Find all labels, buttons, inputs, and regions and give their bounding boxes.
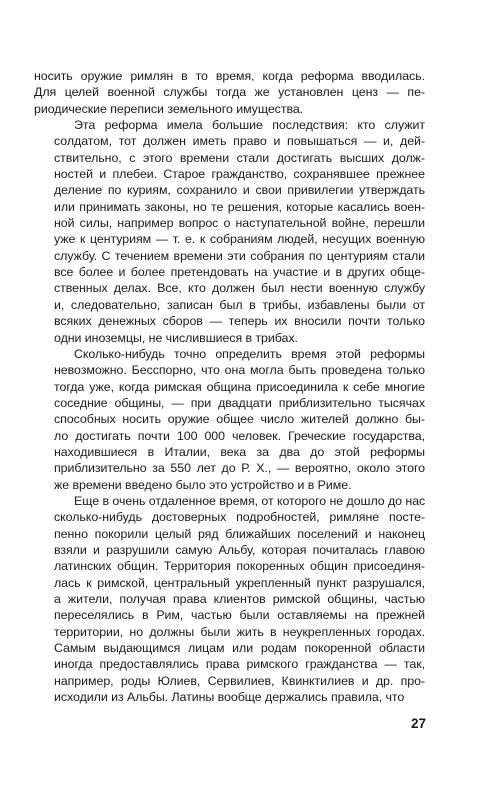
paragraph xyxy=(34,493,425,705)
text-line: способных носить оружие общее число жителей должно бы- xyxy=(54,412,425,427)
page-number: 27 xyxy=(410,716,426,731)
text-line: иногда предоставлялись права римского гражданства — так, xyxy=(54,657,425,672)
text-line: и, следовательно, записан был в трибы, избавлены были от xyxy=(54,297,425,312)
text-line: риодические переписи земельного имущества. xyxy=(34,101,304,116)
text-line: сколько-нибудь достоверных подробностей, римляне посте- xyxy=(54,510,425,525)
text-line: например, роды Юлиев, Сервилиев, Квинктилиев и др. про- xyxy=(54,673,425,688)
text-line: соседние общины, — при двадцати приблизительно тысячах xyxy=(54,395,425,410)
page-body xyxy=(34,68,425,705)
text-line: же времени введено было это устройство и в Риме. xyxy=(54,477,352,492)
text-line: латинских общин. Территория покоренных общин присоединя- xyxy=(54,559,425,574)
text-line: а жители, получая права клиентов римской общины, частью xyxy=(54,592,425,606)
paragraph xyxy=(34,346,425,493)
text-line: невозможно. Бесспорно, что она могла быть проведена только xyxy=(54,363,425,378)
text-line: уже к центуриям — т. е. к собраниям людей, несущих военную xyxy=(54,232,425,247)
text-line: Самым выдающимся лицам или родам покоренной области xyxy=(54,641,425,656)
text-line: всяких денежных сборов — теперь их вносили почти только xyxy=(54,314,425,329)
paragraph xyxy=(34,68,425,117)
text-line: ственных делах. Все, кто должен был нести военную службу xyxy=(54,281,425,296)
text-line: ностей и плебеи. Старое гражданство, сохранявшее прежнее xyxy=(54,167,425,182)
text-line: солдатом, тот должен иметь право и повышаться — и, дей- xyxy=(54,134,425,149)
text-line: или принимать законы, но те решения, которые касались воен- xyxy=(54,199,425,214)
text-line: Сколько-нибудь точно определить время этой реформы xyxy=(74,346,425,361)
text-line: все более и более претендовать на участие и в других обще- xyxy=(54,265,425,280)
text-line: ствительно, с этого времени стали достигать высших долж- xyxy=(54,150,425,165)
text-line: Для целей военной службы тогда же установлен ценз — пе- xyxy=(34,85,425,100)
text-line: Эта реформа имела большие последствия: кто служит xyxy=(74,118,425,133)
text-line: носить оружие римлян в то время, когда реформа вводилась. xyxy=(34,69,425,83)
text-line: взяли и разрушили самую Альбу, которая почиталась главою xyxy=(54,542,425,557)
text-line: тогда уже, когда римская община присоединила к себе многие xyxy=(54,379,425,394)
text-line: Еще в очень отдаленное время, от которого не дошло до нас xyxy=(74,493,426,508)
text-line: лась к римской, центральный укрепленный пункт разрушался, xyxy=(54,575,425,590)
text-line: переселялись в Рим, частью были оставляемы на прежней xyxy=(54,608,425,623)
text-line: приблизительно за 550 лет до Р. Х., — вероятно, около этого xyxy=(54,461,425,476)
text-line: ной силы, например вопрос о наступательной войне, перешли xyxy=(54,216,425,231)
paragraph xyxy=(34,117,425,346)
text-line: пенно покорили целый ряд ближайших поселений и наконец xyxy=(54,526,425,541)
text-line: исходили из Альбы. Латины вообще держались правила, что xyxy=(54,690,405,705)
text-line: находившиеся в Италии, века за два до этой реформы xyxy=(54,444,425,459)
text-line: территории, но должны были жить в неукрепленных городах. xyxy=(54,624,425,639)
text-line: ло достигать почти 100 000 человек. Греческие государства, xyxy=(54,428,425,443)
text-line: одни иноземцы, не числившиеся в трибах. xyxy=(54,330,298,345)
text-line: службу. С течением времени эти собрания по центуриям стали xyxy=(54,248,425,263)
text-line: деление по куриям, сохранило и свои привилегии утверждать xyxy=(54,183,425,198)
